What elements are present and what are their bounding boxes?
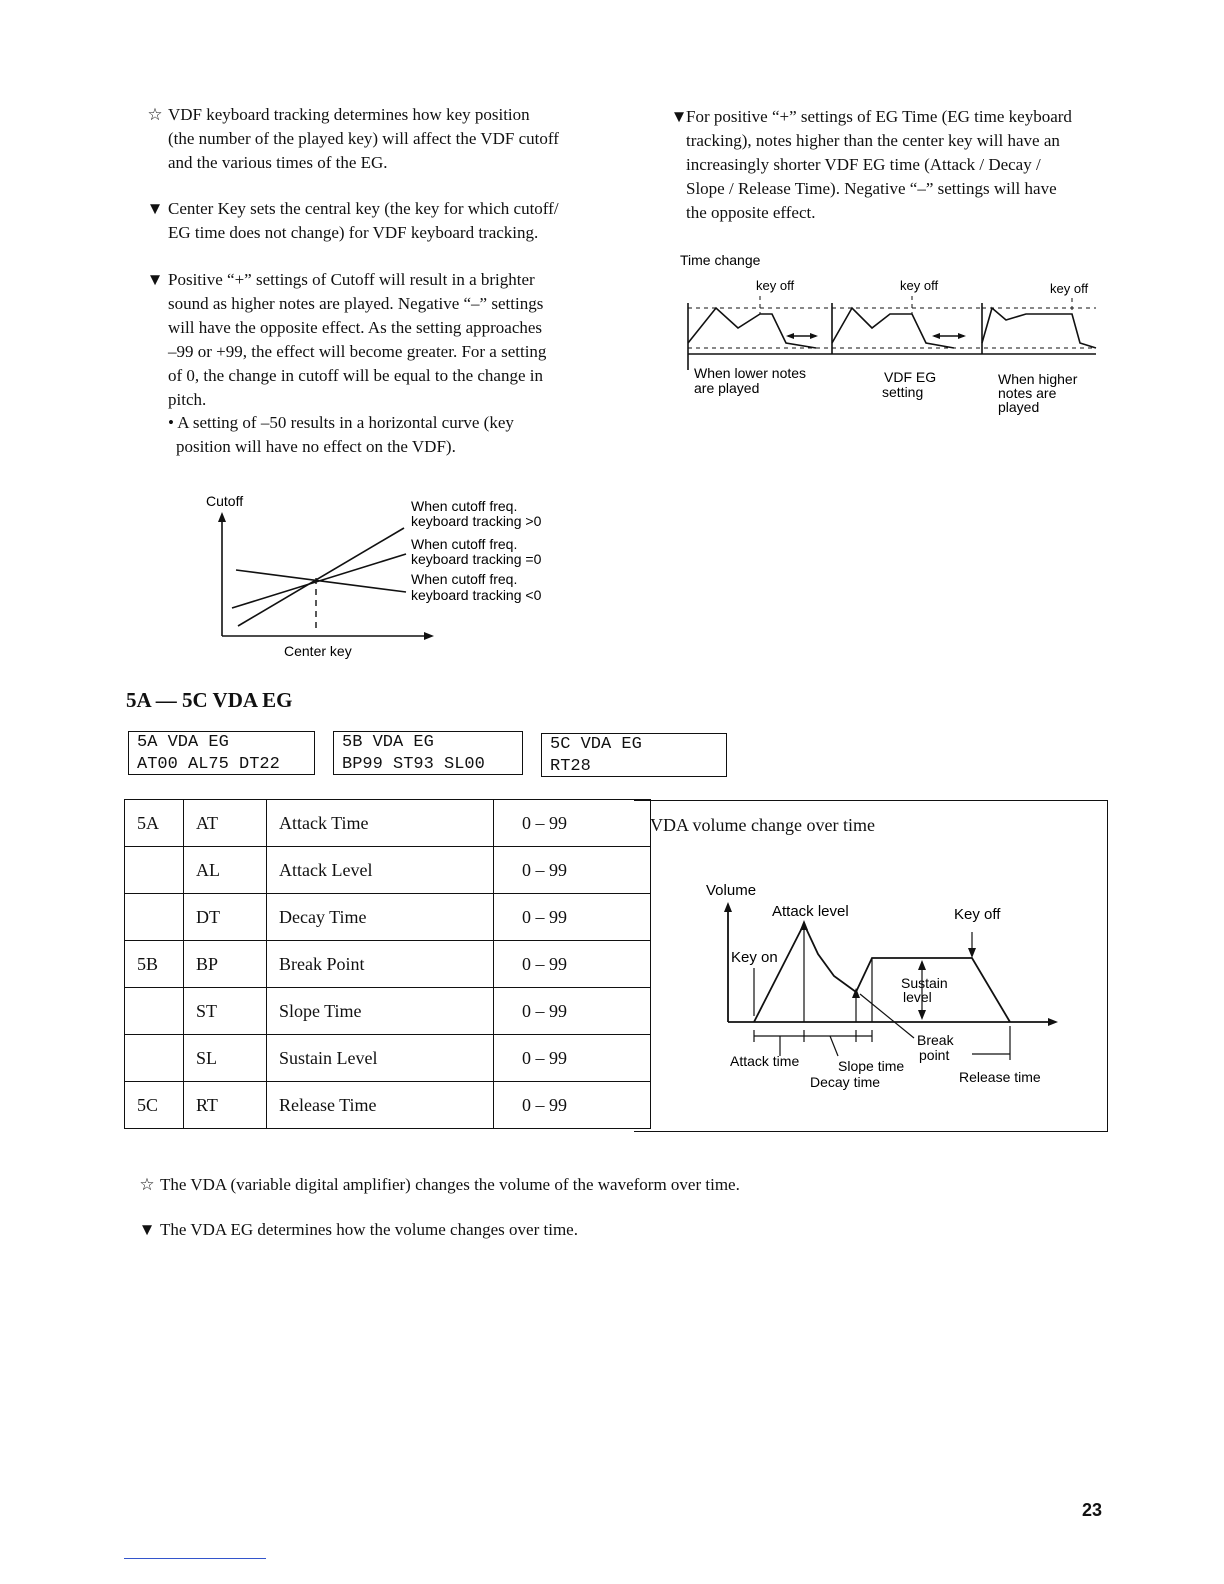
- key-off-label: key off: [1050, 281, 1089, 296]
- range-cell: 0 – 99: [494, 1082, 651, 1129]
- text-line: of 0, the change in cutoff will be equal to the change in: [168, 366, 543, 385]
- label-sustain: Sustain: [901, 975, 948, 991]
- label-release-time: Release time: [959, 1069, 1041, 1085]
- lcd-line: BP99 ST93 SL00: [342, 755, 485, 774]
- axis-label-cutoff: Cutoff: [206, 493, 244, 509]
- bullet-vda-definition: [139, 1173, 1060, 1197]
- code-cell: RT: [184, 1082, 267, 1129]
- bullet-center-key: [146, 197, 608, 245]
- text-line: The VDA EG determines how the volume changes over time.: [160, 1220, 578, 1239]
- label-key-on: Key on: [731, 949, 778, 966]
- star-icon: ☆: [139, 1175, 155, 1194]
- text-line: and the various times of the EG.: [168, 153, 388, 172]
- label-zero: keyboard tracking =0: [411, 551, 542, 567]
- lcd-display-5a: [128, 731, 315, 775]
- cutoff-tracking-diagram: [200, 490, 600, 662]
- table-row: [125, 1082, 651, 1129]
- text-line: Center Key sets the central key (the key for which cutoff/: [168, 199, 559, 218]
- range-cell: 0 – 99: [494, 1035, 651, 1082]
- table-row: [125, 1035, 651, 1082]
- text-line: VDF keyboard tracking determines how key position: [168, 105, 530, 124]
- table-row: [125, 894, 651, 941]
- lcd-display-5b: [333, 731, 523, 775]
- group-cell: 5B: [125, 941, 184, 988]
- group-cell: [125, 1035, 184, 1082]
- label-attack-level: Attack level: [772, 903, 849, 920]
- name-cell: Release Time: [267, 1082, 494, 1129]
- lcd-line: RT28: [550, 757, 591, 776]
- label-vdf-eg: setting: [882, 384, 924, 400]
- lcd-line: 5B VDA EG: [342, 733, 434, 752]
- vda-diagram-title: VDA volume change over time: [650, 815, 875, 835]
- text-line: For positive “+” settings of EG Time (EG time keyboard: [686, 107, 1072, 126]
- label-volume: Volume: [706, 882, 757, 899]
- name-cell: Attack Time: [267, 800, 494, 847]
- group-cell: [125, 847, 184, 894]
- label-zero: When cutoff freq.: [411, 536, 518, 552]
- label-slope-time: Slope time: [838, 1058, 905, 1074]
- label-key-off: Key off: [954, 906, 1001, 923]
- sub-bullet-minus-50: [168, 411, 608, 459]
- lcd-line: 5C VDA EG: [550, 735, 642, 754]
- bullet-eg-time: [670, 105, 1126, 225]
- code-cell: ST: [184, 988, 267, 1035]
- code-cell: BP: [184, 941, 267, 988]
- code-cell: AL: [184, 847, 267, 894]
- range-cell: 0 – 99: [494, 941, 651, 988]
- key-off-label: key off: [900, 278, 939, 293]
- text-line: The VDA (variable digital amplifier) changes the volume of the waveform over time.: [160, 1175, 740, 1194]
- text-line: EG time does not change) for VDF keyboard tracking.: [168, 223, 539, 242]
- group-cell: 5A: [125, 800, 184, 847]
- lcd-line: AT00 AL75 DT22: [137, 755, 280, 774]
- axis-label-center-key: Center key: [284, 643, 352, 659]
- triangle-bullet-icon: ▼: [138, 1220, 156, 1239]
- label-positive: keyboard tracking >0: [411, 513, 542, 529]
- label-negative: When cutoff freq.: [411, 571, 518, 587]
- group-cell: 5C: [125, 1082, 184, 1129]
- code-cell: AT: [184, 800, 267, 847]
- label-lower-notes: When lower notes: [694, 365, 807, 381]
- text-line: tracking), notes higher than the center key will have an: [686, 131, 1060, 150]
- triangle-bullet-icon: ▼: [146, 270, 164, 289]
- range-cell: 0 – 99: [494, 988, 651, 1035]
- text-line: Positive “+” settings of Cutoff will result in a brighter: [168, 270, 535, 289]
- diagram-title: Time change: [680, 252, 761, 268]
- key-off-label: key off: [756, 278, 795, 293]
- text-line: increasingly shorter VDF EG time (Attack / Decay /: [686, 155, 1041, 174]
- label-negative: keyboard tracking <0: [411, 587, 542, 603]
- lcd-line: 5A VDA EG: [137, 733, 229, 752]
- table-row: [125, 941, 651, 988]
- triangle-bullet-icon: ▼: [146, 199, 164, 218]
- star-icon: ☆: [147, 105, 163, 124]
- footer-rule: [124, 1558, 266, 1559]
- vda-envelope-diagram: [700, 876, 1080, 1096]
- table-row: [125, 847, 651, 894]
- range-cell: 0 – 99: [494, 847, 651, 894]
- name-cell: Sustain Level: [267, 1035, 494, 1082]
- time-change-diagram: [676, 248, 1106, 423]
- label-higher-notes: played: [998, 399, 1040, 415]
- label-vdf-eg: VDF EG: [884, 369, 937, 385]
- label-attack-time: Attack time: [730, 1053, 800, 1069]
- bullet-vda-eg: [138, 1218, 1060, 1242]
- text-line: (the number of the played key) will affect the VDF cutoff: [168, 129, 559, 148]
- label-break: Break: [917, 1032, 954, 1048]
- name-cell: Break Point: [267, 941, 494, 988]
- code-cell: SL: [184, 1035, 267, 1082]
- label-break: point: [919, 1047, 950, 1063]
- text-line: Slope / Release Time). Negative “–” settings will have: [686, 179, 1057, 198]
- table-row: [125, 988, 651, 1035]
- name-cell: Slope Time: [267, 988, 494, 1035]
- group-cell: [125, 894, 184, 941]
- label-decay-time: Decay time: [810, 1074, 881, 1090]
- text-line: will have the opposite effect. As the setting approaches: [168, 318, 543, 337]
- text-line: • A setting of –50 results in a horizontal curve (key: [168, 413, 514, 432]
- name-cell: Attack Level: [267, 847, 494, 894]
- range-cell: 0 – 99: [494, 800, 651, 847]
- group-cell: [125, 988, 184, 1035]
- label-higher-notes: When higher: [998, 371, 1078, 387]
- bullet-cutoff: [146, 268, 608, 412]
- text-line: the opposite effect.: [686, 203, 816, 222]
- page-number: 23: [1082, 1500, 1103, 1520]
- name-cell: Decay Time: [267, 894, 494, 941]
- bullet-vdf-tracking: [147, 103, 608, 175]
- label-higher-notes: notes are: [998, 385, 1057, 401]
- code-cell: DT: [184, 894, 267, 941]
- label-positive: When cutoff freq.: [411, 498, 518, 514]
- triangle-bullet-icon: ▼: [670, 107, 688, 126]
- text-line: pitch.: [168, 390, 207, 409]
- text-line: sound as higher notes are played. Negative “–” settings: [168, 294, 544, 313]
- table-row: [125, 800, 651, 847]
- label-sustain: level: [903, 989, 932, 1005]
- section-title: 5A — 5C VDA EG: [126, 688, 293, 712]
- label-lower-notes: are played: [694, 380, 760, 396]
- lcd-display-5c: [541, 733, 727, 777]
- range-cell: 0 – 99: [494, 894, 651, 941]
- text-line: –99 or +99, the effect will become greater. For a setting: [168, 342, 547, 361]
- text-line: position will have no effect on the VDF).: [176, 437, 456, 456]
- parameter-table: [124, 799, 651, 1129]
